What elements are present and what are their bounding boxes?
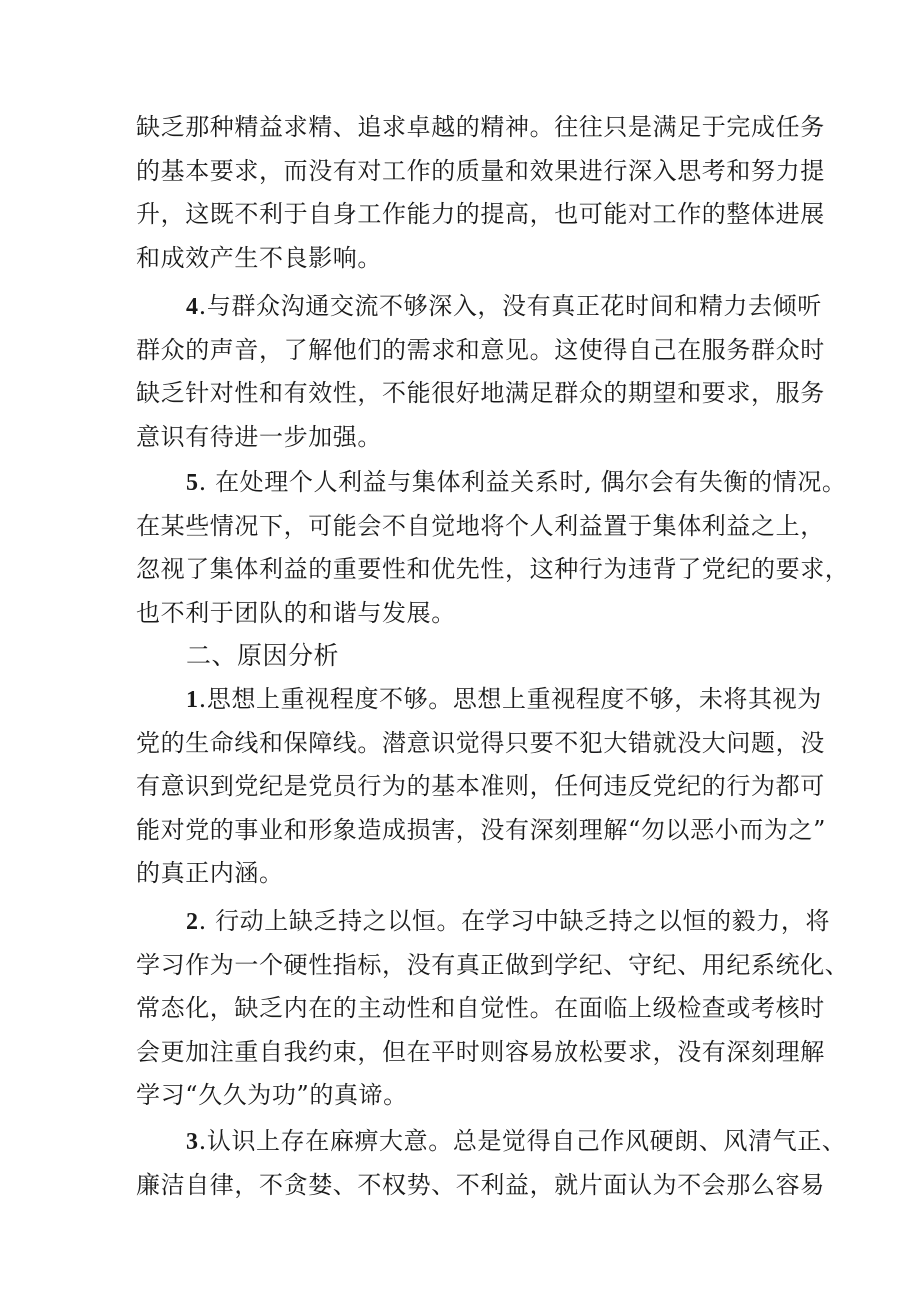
text-line: 缺乏针对性和有效性，不能很好地满足群众的期望和要求，服务	[136, 379, 825, 407]
paragraph-reason-2	[136, 900, 850, 1118]
text-line-first	[136, 461, 847, 505]
text-line: 缺乏那种精益求精、追求卓越的精神。往往只是满足于完成任务	[136, 113, 825, 141]
text-line: 忽视了集体利益的重要性和优先性，这种行为违背了党纪的要求，	[136, 555, 850, 583]
text-line: 也不利于团队的和谐与发展。	[136, 598, 456, 627]
text-line: 常态化，缺乏内在的主动性和自觉性。在面临上级检查或考核时	[136, 994, 825, 1022]
text-line: 升，这既不利于自身工作能力的提高，也可能对工作的整体进展	[136, 200, 825, 228]
text-line: 的基本要求，而没有对工作的质量和效果进行深入思考和努力提	[136, 156, 825, 185]
item-number: 3	[186, 1129, 199, 1155]
text-line: 学习“久久为功”的真谛。	[136, 1081, 408, 1109]
text-line: 的真正内涵。	[136, 859, 284, 887]
paragraph-item-4	[136, 285, 825, 459]
paragraph-item-5	[136, 461, 850, 635]
text-line-first	[136, 678, 822, 722]
text-line: 意识有待进一步加强。	[136, 422, 382, 451]
paragraph-continuation	[136, 106, 825, 280]
section-heading: 二、原因分析	[186, 641, 340, 670]
item-number: 1	[186, 687, 199, 713]
item-number: 2	[186, 909, 199, 935]
paragraph-reason-3	[136, 1120, 847, 1207]
text-line: 学习作为一个硬性指标，没有真正做到学纪、守纪、用纪系统化、	[136, 950, 850, 979]
text-line: 在某些情况下，可能会不自觉地将个人利益置于集体利益之上，	[136, 511, 825, 540]
text-segment: .思想上重视程度不够。思想上重视程度不够，未将其视为	[198, 685, 822, 713]
text-line: 群众的声音，了解他们的需求和意见。这使得自己在服务群众时	[136, 335, 825, 364]
text-line-first	[136, 285, 822, 329]
text-line: 会更加注重自我约束，但在平时则容易放松要求，没有深刻理解	[136, 1037, 825, 1066]
text-segment: . 行动上缺乏持之以恒。在学习中缺乏持之以恒的毅力，将	[198, 907, 831, 935]
text-line: 和成效产生不良影响。	[136, 243, 382, 272]
text-line-first	[136, 1120, 847, 1164]
text-line: 党的生命线和保障线。潜意识觉得只要不犯大错就没大问题，没	[136, 728, 825, 757]
text-line-first	[136, 900, 831, 944]
text-line: 能对党的事业和形象造成损害，没有深刻理解“勿以恶小而为之”	[136, 815, 826, 844]
item-number: 4	[186, 294, 199, 320]
paragraph-reason-1	[136, 678, 826, 896]
text-line: 有意识到党纪是党员行为的基本准则，任何违反党纪的行为都可	[136, 772, 825, 800]
item-number: 5	[186, 470, 199, 496]
text-segment: .与群众沟通交流不够深入，没有真正花时间和精力去倾听	[198, 292, 822, 320]
text-segment: .认识上存在麻痹大意。总是觉得自己作风硬朗、风清气正、	[198, 1127, 847, 1155]
text-line: 廉洁自律，不贪婪、不权势、不利益，就片面认为不会那么容易	[136, 1170, 825, 1199]
text-segment: . 在处理个人利益与集体利益关系时, 偶尔会有失衡的情况。	[198, 468, 847, 496]
